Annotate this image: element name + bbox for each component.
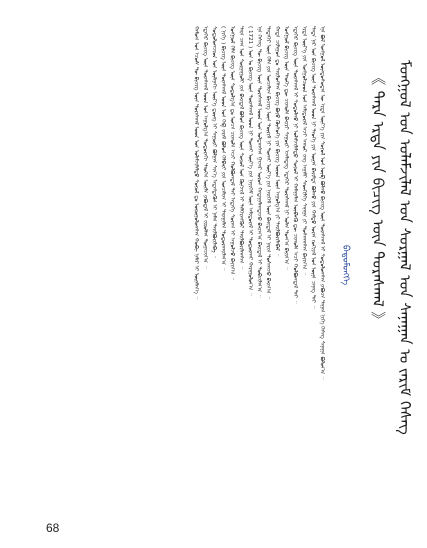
body-column: ᠲᠡᠳᠡᠭᠡᠷ ᠦᠨ ᠬᠡᠯᠡ ᠶᠢᠨ ᠣᠨᠴᠠᠯᠢᠭ ᠪᠢᠴᠢᠭ ᠦᠨ ᠳᠦᠷᠢᠮ ᠨᠢ ᠲᠤᠬᠠᠢ ᠦᠶ᠎ᠡ ᠶᠢᠨ ᠨᠡᠢᠭᠡᠮ ᠦᠨ ᠪᠠᠢᠳᠠᠯ ᠢ ᠨᠠᠷᠢᠨ ᠲᠤᠰᠬᠠᠵᠤ ᠪᠠᠢᠨ᠎ᠠ ᠃ [265, 26, 271, 300]
body-column: ᠡᠨᠡ ᠬᠡᠰᠡᠭ ᠲᠦ ᠪᠢᠴᠢᠭ ᠦᠨ ᠳᠤᠷᠠᠰᠬᠠᠯ ᠤᠳ ᠤᠨ ᠣᠯᠳᠠᠭᠰᠠᠨ ᠭᠠᠵᠠᠷ ᠣᠷᠣᠨ ᠬᠠᠳᠠᠭᠠᠯᠠᠭᠳᠠᠵᠤ ᠪᠠᠢᠭ᠎ᠠ ᠪᠠᠢᠳᠠᠯ ᠢ ᠲᠣᠪᠴᠢᠯᠠᠨ᠎ᠠ ᠃ [256, 26, 262, 298]
body-column: ( ᠨᠢᠭᠡ ) ᠪᠢᠴᠢᠭ ᠦᠨ ᠳᠤᠷᠠᠰᠬᠠᠯ ᠤᠳ ᠤᠨ ᠬᠡᠪ ᠵᠠᠷᠠᠮ ᠪᠣᠯᠤᠨ ᠬᠡᠯᠪᠡᠷᠢ ᠶᠢᠨ ᠣᠨᠴᠠᠯᠢᠭ ᠢ ᠳᠠᠷᠠᠭᠠᠯᠠᠨ ᠲᠣᠳᠤᠷᠬᠠᠢᠯᠠᠨ᠎ᠠ ᠃ [220, 26, 226, 271]
author-name: ᠪᠠᠲᠤᠮᠥᠩᠬᠡ [340, 245, 350, 286]
page-number: 68 [46, 521, 60, 535]
body-column: ᠬᠠᠳᠠ ᠴᠢᠯᠠᠭᠤᠨ ᠳᠤ ᠰᠡᠢᠯᠦᠭᠰᠡᠨ ᠪᠢᠴᠢᠭ ᠪᠤᠶᠤ ᠬᠥᠰᠦᠭᠡ ᠶᠢᠨ ᠪᠢᠴᠢᠭ ᠦᠳ ᠦᠨ ᠠᠭᠤᠯᠭ᠎ᠠ ᠶᠢ ᠲᠠᠢᠯᠪᠤᠷᠢᠯᠠᠪᠠᠯ ᠃ [274, 26, 280, 257]
body-column: ( 1721 ) ᠣᠨ ᠤ ᠪᠢᠴᠢᠭ ᠦᠨ ᠳᠤᠷᠠᠰᠬᠠᠯ ᠤᠳ ᠨᠢ ᠲᠤᠬᠠᠢ ᠦᠶ᠎ᠡ ᠶᠢᠨ ᠨᠡᠶᠢᠭᠡᠮ ᠦᠨ ᠠᠮᠢᠳᠤᠷᠠᠯ ᠢ ᠲᠣᠳᠤᠷᠬᠠᠢ ᠬᠠᠷᠠᠭᠤᠯᠤᠨ᠎ᠠ ᠃ [247, 26, 253, 296]
body-column: ᠲᠡᠷᠡ ᠴᠠᠭ ᠤᠨ ᠰᠤᠷᠭᠠᠭᠤᠯᠢ ᠶᠢᠨ ᠪᠠᠢᠳᠠᠯ ᠪᠣᠯᠤᠨ ᠪᠢᠴᠢᠭ ᠦᠨ ᠰᠣᠶᠣᠯ ᠤᠨ ᠬᠥᠭᠵᠢᠯ ᠢ ᠳᠡᠯᠭᠡᠷᠡᠩᠭᠦᠢ ᠲᠠᠢᠯᠪᠤᠷᠢᠯᠠᠭᠰᠠᠨ ᠃ [238, 26, 244, 269]
body-column: ᠡᠳᠡᠭᠡᠷ ᠪᠢᠴᠢᠭ ᠦᠨ ᠳᠤᠷᠠᠰᠬᠠᠯ ᠢ ᠰᠤᠳᠤᠯᠬᠤ ᠨᠢ ᠤᠯᠠᠮᠵᠢᠯᠠᠯᠲᠤ ᠰᠣᠶᠣᠯ ᠢ ᠬᠠᠮᠠᠭᠠᠯᠠᠨ ᠥᠪᠯᠡᠬᠦ ᠳᠦ ᠴᠢᠬᠤᠯᠠ ᠠᠴᠢ ᠬᠣᠯᠪᠣᠭᠳᠠᠯ ᠲᠠᠢ ᠃ [292, 26, 298, 304]
body-column: ᠮᠣᠩᠭᠣᠯ ᠬᠡᠯᠡ ᠪᠢᠴᠢᠭ ᠦᠨ ᠰᠤᠳᠤᠯᠭ᠎ᠠ ᠳᠤ ᠣᠨᠴᠠ ᠴᠢᠬᠤᠯᠠ ᠠᠴᠢ ᠬᠣᠯᠪᠣᠭᠳᠠᠯ ᠲᠠᠢ ᠮᠡᠳᠡᠭᠡ ᠰᠤᠷᠠᠭ ᠢ ᠠᠭᠤᠯᠵᠤ ᠪᠠᠶᠢᠨ᠎ᠠ ᠃ [229, 26, 235, 281]
chapter-title-line-1: ᠮᠣᠩᠭᠣᠯ ᠤᠨ ᠤᠯᠠᠮᠵᠢᠯᠠᠯ ᠤᠨ ᠰᠤᠷᠭᠠᠯ ᠤᠨ ᠰᠠᠨᠠᠭᠠᠨ ᠤ ᠵᠠᠷᠢᠮ ᠬᠡᠰᠡᠭ [396, 60, 414, 435]
chapter-title-line-2: 《 ᠲᠡᠷᠡ ᠡᠷᠲᠡ ᠶᠢᠨ ᠪᠢᠴᠢᠭ ᠦᠨ ᠳᠤᠷᠠᠰᠬᠠᠯ 》 [369, 70, 387, 328]
body-column: ᠰᠤᠳᠤᠯᠤᠭᠴᠢᠳ ᠤᠨ ᠥᠮᠡᠨᠡᠬᠢ ᠦᠷ᠎ᠡ ᠳ᠋ᠦᠩ ᠢ ᠰᠠᠭᠤᠷᠢ ᠪᠣᠯᠭᠠᠨ ᠰᠢᠨ᠎ᠡ ᠮᠡᠳᠡᠭᠳᠡᠬᠦᠨ ᠢ ᠨᠡᠮᠡᠨ ᠲᠠᠢᠯᠪᠤᠷᠢᠯᠠᠪᠠ ᠃ [211, 26, 217, 259]
body-column: ᠡᠨᠡ ᠪᠣᠯ ᠮᠣᠩᠭᠣᠯ ᠦᠨᠳᠦᠰᠦᠲᠡᠨ ᠦ ᠡᠷᠲᠡ ᠦᠶ᠎ᠡ ᠶᠢᠨ ᠰᠣᠶᠣᠯ ᠤᠨ ᠦᠪ ᠪᠣᠯᠬᠤ ᠪᠢᠴᠢᠭ ᠦᠨ ᠳᠤᠷᠠᠰᠬᠠᠯ ᠢ ᠰᠤᠳᠤᠯᠤᠭᠰᠠᠨ ᠶᠠᠪᠤᠴᠠ ᠳᠠᠭᠠᠨ ᠨᠢᠭᠡ ᠬᠡᠰᠡᠭ ᠰᠠᠨᠠᠭᠠ ᠪᠣᠯᠤᠨ᠎ᠠ ᠃ [319, 26, 325, 380]
body-column: ᠡᠳᠡᠭᠡᠷ ᠪᠢᠴᠢᠭ ᠦᠨ ᠳᠤᠷᠠᠰᠬᠠᠯ ᠤᠳ ᠤᠨ ᠠᠭᠤᠯᠭ᠎ᠠ ᠳᠣᠲᠣᠷᠠᠬᠢ ᠲᠡᠦᠬᠡᠨ ᠦᠢᠯᠡ ᠶᠠᠪᠤᠳᠠᠯ ᠢ ᠵᠢᠷᠤᠮᠯᠠᠨ ᠲᠣᠭᠠᠴᠢᠨ᠎ᠠ ᠃ [202, 26, 208, 269]
body-column: ᠮᠣᠩᠭᠣᠯ ᠪᠢᠴᠢᠭ ᠦᠨ ᠲᠡᠦᠬᠡ ᠳᠦ ᠴᠢᠬᠤᠯᠠ ᠪᠠᠢᠷᠢ ᠰᠠᠭᠤᠷᠢ ᠡᠵᠡᠯᠡᠳᠡᠭ ᠡᠳᠡᠭᠡᠷ ᠳᠤᠷᠠᠰᠬᠠᠯ ᠨᠢ ᠣᠯᠠᠨ ᠲᠣᠭ᠎ᠠ ᠪᠠᠶᠢᠨ᠎ᠠ ᠃ [283, 26, 289, 270]
body-column: ᠬᠠᠮᠤᠭ ᠤᠨ ᠡᠴᠦᠰ ᠲᠦ ᠪᠢᠴᠢᠭ ᠦᠨ ᠳᠤᠷᠠᠰᠬᠠᠯ ᠤᠳ ᠤᠨ ᠤᠯᠠᠮᠵᠢᠯᠠᠯᠲᠤ ᠰᠣᠶᠣᠯ ᠳᠤ ᠣᠷᠣᠭᠤᠯᠤᠭᠰᠠᠨ ᠬᠤᠪᠢ ᠨᠡᠮᠡᠷ ᠢ ᠦᠨᠡᠯᠡᠨ᠎ᠡ ᠃ [193, 26, 199, 300]
body-column: ᠲᠡᠳᠡ ᠨᠠᠷ ᠤᠨ ᠪᠢᠴᠢᠭ ᠦᠨ ᠳᠤᠷᠠᠰᠬᠠᠯ ᠤᠳ ᠨᠢ ᠲᠡᠦᠬᠡ ᠶᠢᠨ ᠦᠨᠡᠨ ᠪᠠᠷᠢᠮᠲᠠ ᠪᠣᠯᠬᠤ ᠶᠢᠨ ᠬᠠᠮᠲᠤ ᠤᠷᠠᠨ ᠵᠣᠬᠢᠶᠠᠯ ᠤᠨ ᠦᠨᠡ ᠴᠡᠨᠡᠭ ᠲᠡᠢ ᠃ [310, 26, 316, 309]
body-column: ᠡᠷᠲᠡ ᠦᠶ᠎ᠡ ᠶᠢᠨ ᠮᠣᠩᠭᠣᠯᠴᠤᠳ ᠤᠨ ᠠᠮᠢᠳᠤᠷᠠᠯ ᠠᠵᠢ ᠠᠬᠤᠢ ᠵᠠᠩ ᠠᠭᠠᠯᠢ ᠰᠡᠳᠬᠢᠯᠭᠡ ᠰᠠᠨᠠᠭᠠ ᠶᠢ ᠲᠤᠰᠬᠠᠭᠰᠠᠨ ᠪᠠᠶᠢᠨ᠎ᠠ ᠃ [301, 26, 307, 275]
